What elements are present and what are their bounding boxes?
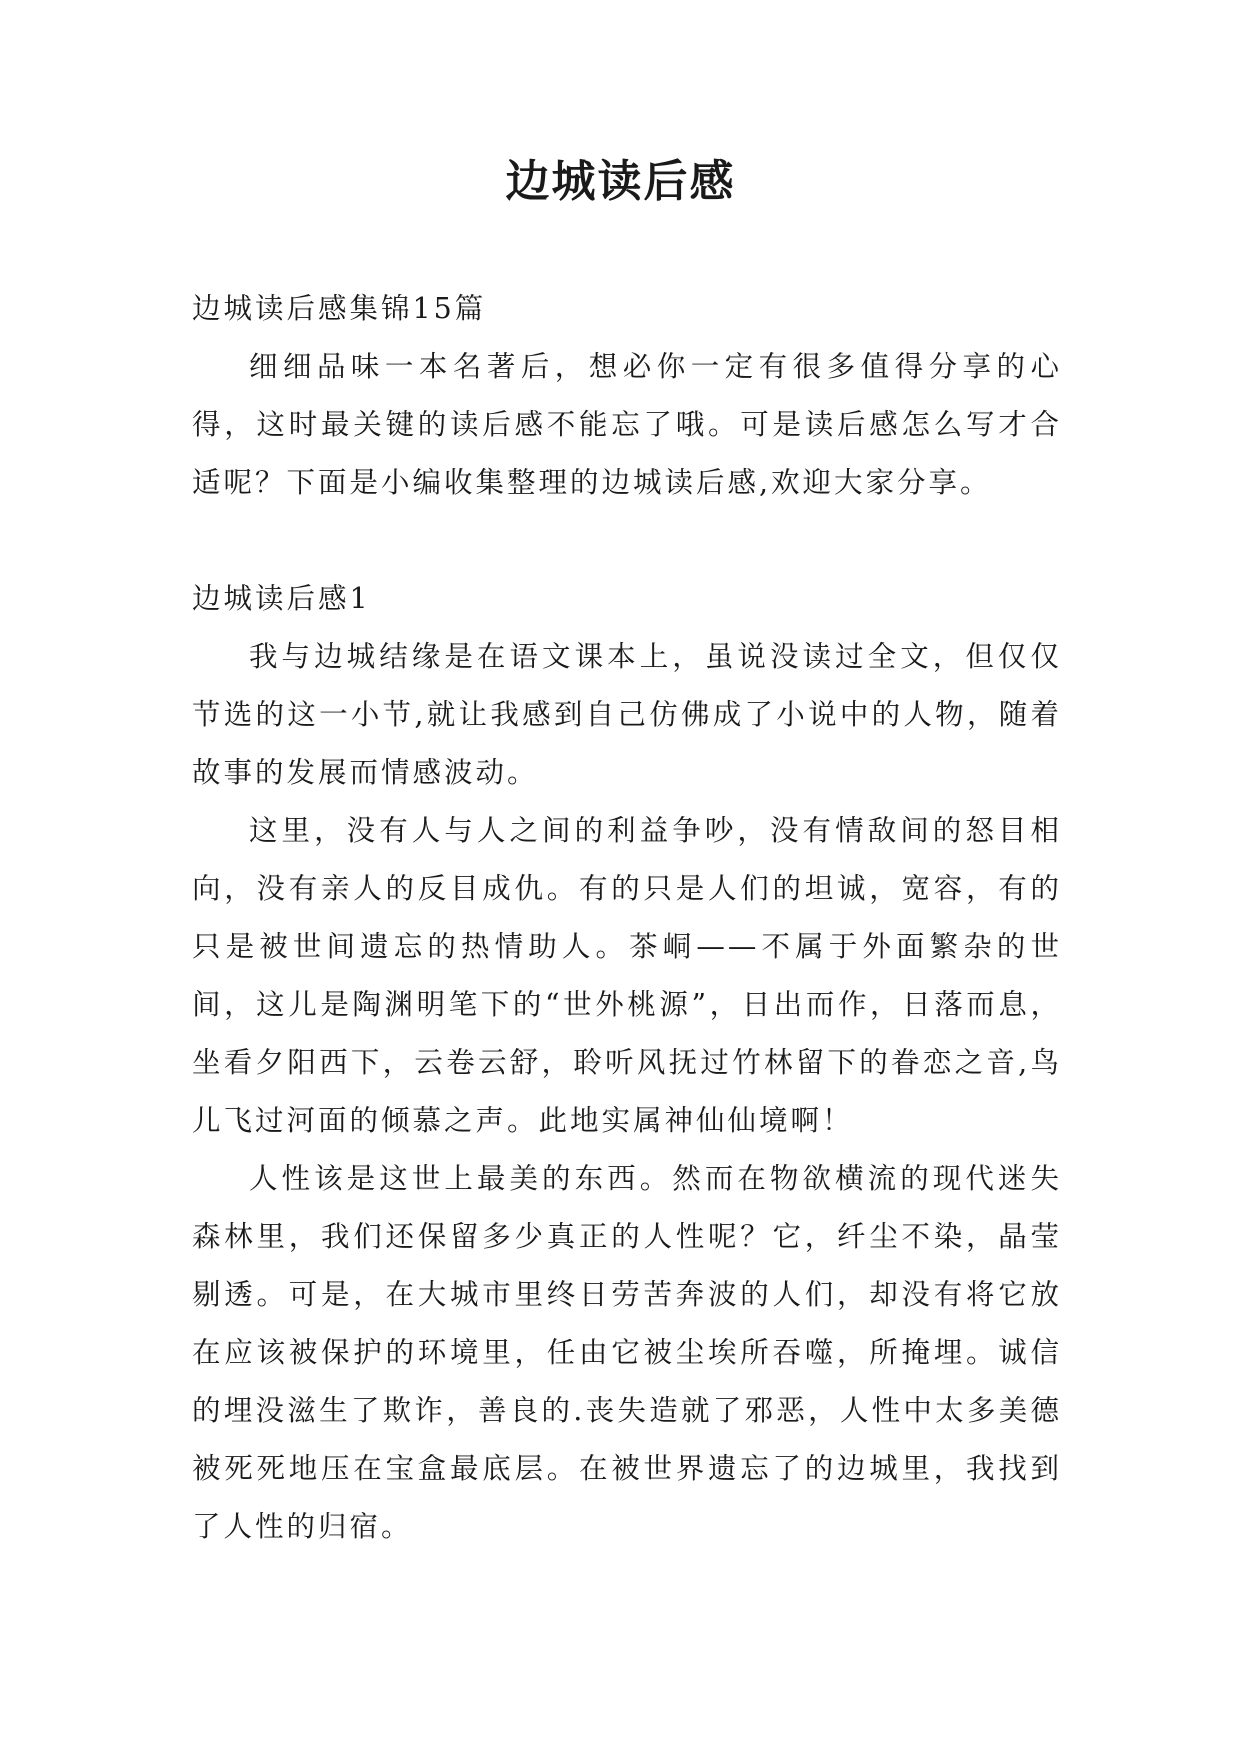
body-paragraph: 这里，没有人与人之间的利益争吵，没有情敌间的怒目相向，没有亲人的反目成仇。有的只是人们的坦诚，宽容，有的只是被世间遗忘的热情助人。茶峒——不属于外面繁杂的世间，这儿是陶渊明笔下的“世外桃源”，日出而作，日落而息，坐看夕阳西下，云卷云舒，聆听风抚过竹林留下的眷恋之音,鸟儿飞过河面的倾慕之声。此地实属神仙仙境啊！ <box>192 814 1062 1137</box>
document-body <box>192 280 1062 1556</box>
intro-paragraph: 细细品味一本名著后，想必你一定有很多值得分享的心得，这时最关键的读后感不能忘了哦。可是读后感怎么写才合适呢？下面是小编收集整理的边城读后感,欢迎大家分享。 <box>192 350 1062 499</box>
section-heading: 边城读后感1 <box>192 582 371 615</box>
collection-heading: 边城读后感集锦15篇 <box>192 292 487 325</box>
document-title: 边城读后感 <box>505 156 736 207</box>
section-spacer <box>192 512 1062 570</box>
body-paragraph: 我与边城结缘是在语文课本上，虽说没读过全文，但仅仅节选的这一小节,就让我感到自己仿佛成了小说中的人物，随着故事的发展而情感波动。 <box>192 640 1062 789</box>
body-paragraph: 人性该是这世上最美的东西。然而在物欲横流的现代迷失森林里，我们还保留多少真正的人性呢？它，纤尘不染，晶莹剔透。可是，在大城市里终日劳苦奔波的人们，却没有将它放在应该被保护的环境里，任由它被尘埃所吞噬，所掩埋。诚信的埋没滋生了欺诈，善良的.丧失造就了邪恶，人性中太多美德被死死地压在宝盒最底层。在被世界遗忘了的边城里，我找到了人性的归宿。 <box>192 1162 1062 1543</box>
